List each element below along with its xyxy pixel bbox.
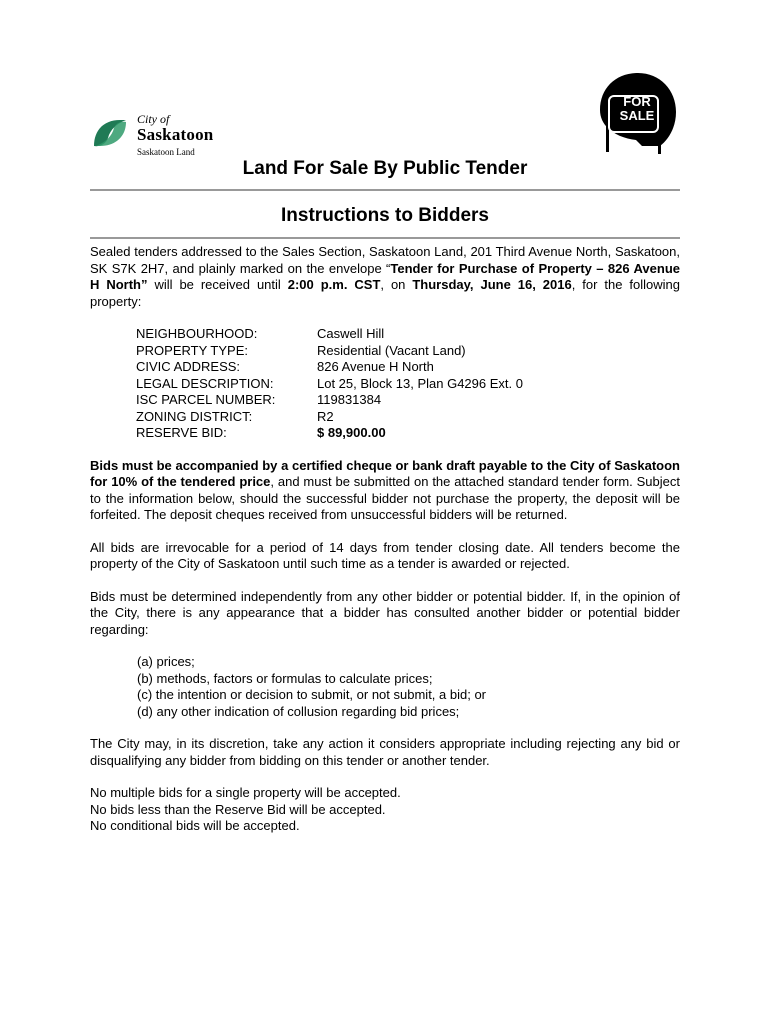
list-item: (c) the intention or decision to submit, or not submit, a bid; or [137, 687, 487, 702]
reserve-bid-amount: $ 89,900.00 [317, 425, 386, 440]
saskatoon-logo-icon [90, 116, 130, 150]
collusion-list [137, 654, 680, 720]
intro-envelope-marking: Tender for Purchase of Property – 826 Avenue H North” [90, 260, 680, 292]
intro-text-4: , for the following property: [90, 277, 680, 309]
property-value: 119831384 [317, 392, 382, 407]
deposit-requirement: Bids must be accompanied by a certified cheque or bank draft payable to the City of Saskatoon for 10% of the tendered price [90, 457, 680, 489]
city-of-saskatoon-logo [90, 112, 240, 162]
closing-line: No conditional bids will be accepted. [90, 818, 300, 833]
closing-line: No bids less than the Reserve Bid will be accepted. [90, 801, 386, 817]
property-label: LEGAL DESCRIPTION: [136, 375, 274, 391]
property-row [136, 392, 523, 409]
section-heading: Instructions to Bidders [281, 205, 489, 226]
document-body [90, 244, 680, 835]
heading-divider [90, 237, 680, 239]
closing-rules [90, 785, 680, 835]
logo-saskatoon: Saskatoon [137, 125, 214, 144]
property-details-table [136, 326, 523, 442]
property-label: ZONING DISTRICT: [136, 408, 253, 424]
property-label: ISC PARCEL NUMBER: [136, 392, 276, 407]
property-label: NEIGHBOURHOOD: [136, 326, 258, 341]
discretion-paragraph: The City may, in its discretion, take any action it considers appropriate including rejecting any bid or disqualifying any bidder from bidding on this tender or another tender. [90, 736, 680, 768]
property-value: R2 [317, 408, 334, 424]
logo-city-of: City of [137, 112, 170, 126]
property-label: RESERVE BID: [136, 425, 227, 440]
property-value: Caswell Hill [317, 326, 385, 341]
sign-line-sale: SALE [619, 108, 655, 123]
property-row [136, 326, 523, 343]
intro-deadline-time: 2:00 p.m. CST [287, 277, 381, 292]
logo-division: Saskatoon Land [137, 147, 195, 157]
closing-line: No multiple bids for a single property will be accepted. [90, 785, 401, 800]
list-item: (d) any other indication of collusion regarding bid prices; [137, 703, 460, 719]
irrevocable-paragraph: All bids are irrevocable for a period of 14 days from tender closing date. All tenders become the property of the City of Saskatoon until such time as a tender is awarded or rejected. [90, 539, 680, 571]
reserve-bid-value [317, 425, 523, 442]
independence-paragraph: Bids must be determined independently from any other bidder or potential bidder. If, in the opinion of the City, there is any appearance that a bidder has consulted another bidder or potential bidder regarding: [90, 588, 680, 637]
property-label: CIVIC ADDRESS: [136, 359, 241, 374]
property-value: 826 Avenue H North [317, 359, 434, 374]
intro-deadline-date: Thursday, June 16, 2016 [412, 277, 572, 292]
intro-text-2: will be received until [147, 277, 288, 292]
property-row [136, 359, 523, 376]
intro-paragraph [90, 244, 680, 310]
deposit-details: , and must be submitted on the attached standard tender form. Subject to the information below, should the successful bidder not purchase the property, the deposit will be forfeited. The deposit cheques received from unsuccessful bidders will be returned. [90, 474, 680, 522]
property-row [136, 425, 523, 442]
sign-label [611, 95, 663, 123]
list-item: (b) methods, factors or formulas to calculate prices; [137, 670, 433, 686]
title-divider [90, 189, 680, 191]
property-row [136, 376, 523, 393]
for-sale-sign [598, 70, 678, 160]
sign-line-for: FOR [623, 94, 651, 109]
document-title: Land For Sale By Public Tender [242, 158, 528, 179]
intro-text-3: , on [380, 277, 413, 292]
property-row [136, 343, 523, 360]
deposit-paragraph [90, 458, 680, 524]
property-value: Residential (Vacant Land) [317, 342, 466, 358]
intro-text-1: Sealed tenders addressed to the Sales Section, Saskatoon Land, 201 Third Avenue North, Saskatoon, SK S7K 2H7, and plainly marked on the envelope “ [90, 244, 680, 276]
property-value: Lot 25, Block 13, Plan G4296 Ext. 0 [317, 375, 523, 391]
property-label: PROPERTY TYPE: [136, 342, 248, 358]
property-row [136, 409, 523, 426]
list-item: (a) prices; [137, 654, 195, 669]
